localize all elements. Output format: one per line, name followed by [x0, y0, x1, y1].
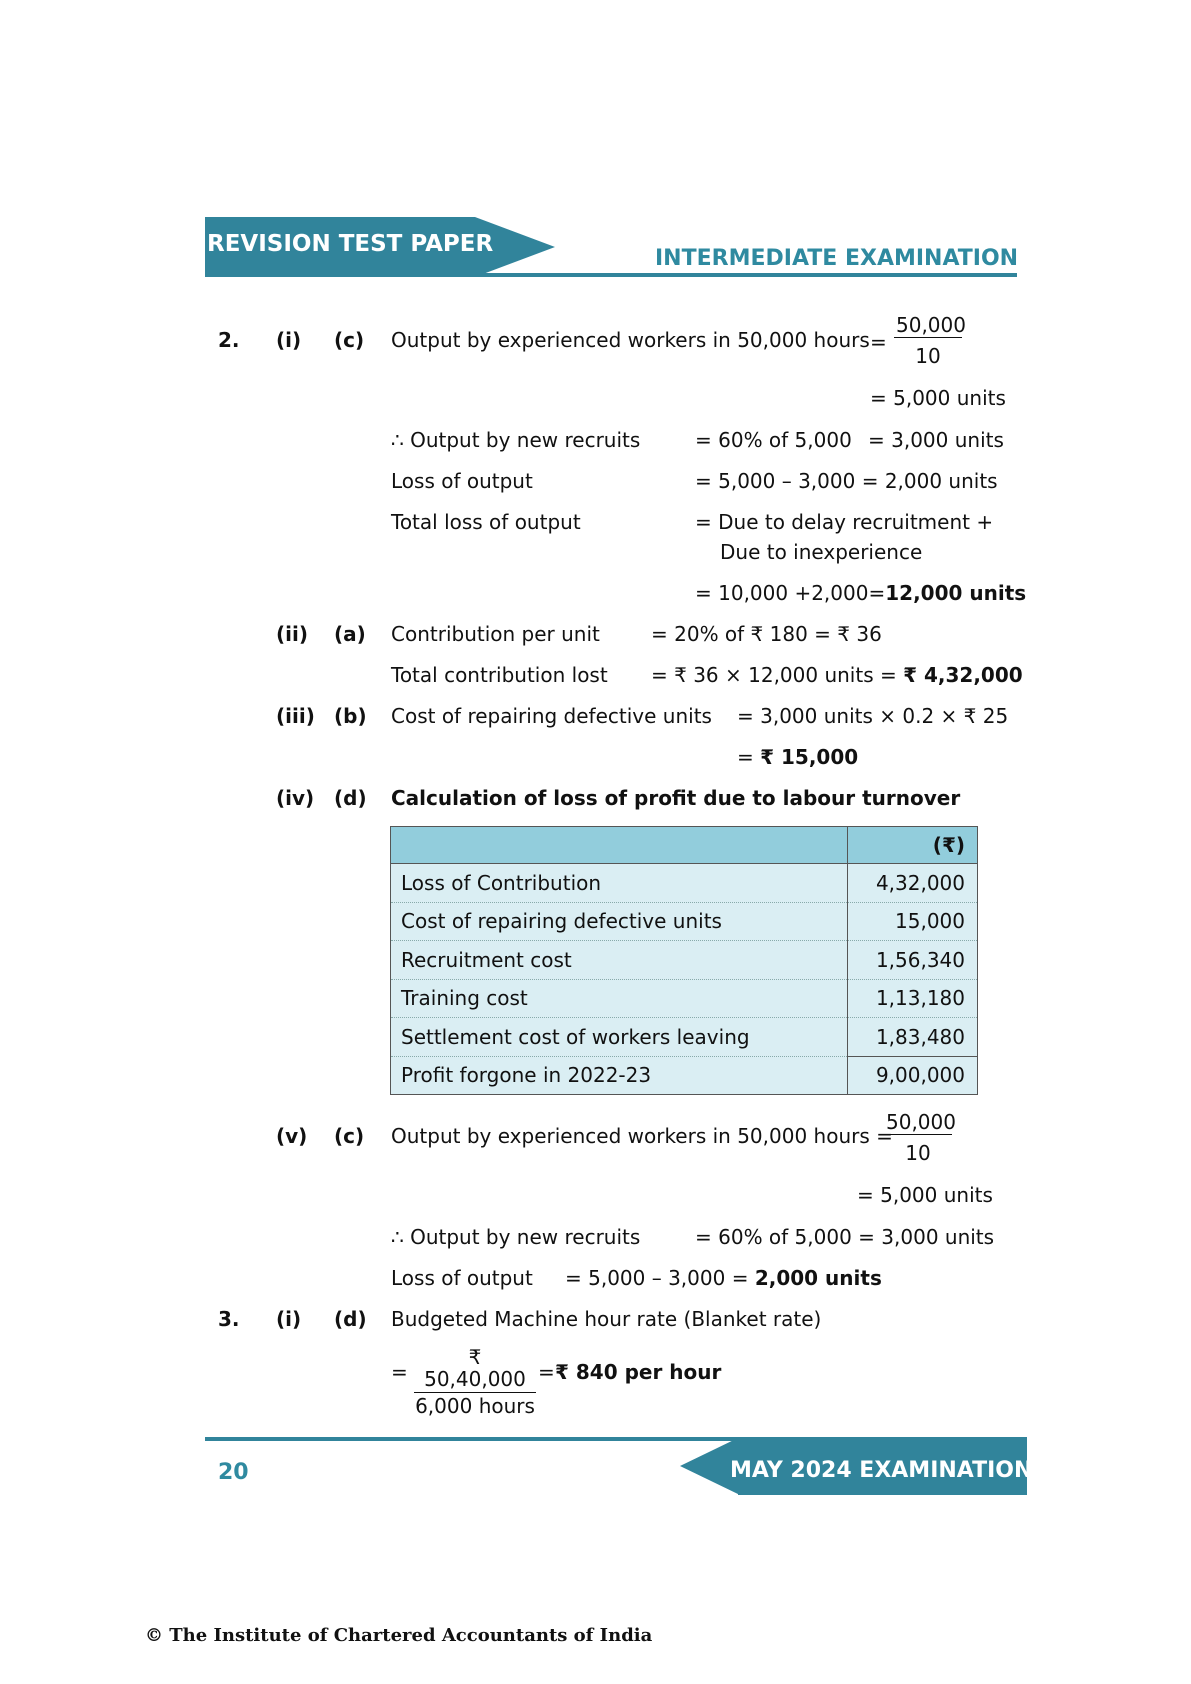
table-cell-value: 4,32,000	[848, 864, 978, 903]
q2v-new-recruits-calc: = 60% of 5,000 = 3,000 units	[695, 1225, 995, 1249]
table-cell-label: Settlement cost of workers leaving	[391, 1018, 848, 1057]
sub-question-roman: (v)	[276, 1124, 308, 1148]
fraction-denominator: 10	[905, 1141, 931, 1165]
q2ii-contrib-calc: = 20% of ₹ 180 = ₹ 36	[651, 622, 882, 646]
sub-question-roman: (i)	[276, 328, 302, 352]
q2v-result1: = 5,000 units	[857, 1183, 993, 1207]
q2v-fraction	[884, 1110, 956, 1165]
table-row	[391, 864, 978, 903]
q2v-new-recruits-label: ∴ Output by new recruits	[391, 1225, 641, 1249]
q3i-eq1: =	[391, 1360, 408, 1384]
q3i-fraction	[414, 1346, 536, 1417]
answer-option: (a)	[334, 622, 366, 646]
fraction-denominator: 6,000 hours	[415, 1394, 535, 1418]
q2i-total-loss-line2: Due to inexperience	[720, 540, 923, 564]
sub-question-roman: (iv)	[276, 786, 315, 810]
q2i-total-loss-calc-text: = 10,000 +2,000=	[695, 581, 886, 605]
fraction-numerator: 50,000	[886, 1110, 956, 1134]
answer-option: (c)	[334, 1124, 365, 1148]
table-row	[391, 941, 978, 980]
q2v-loss-result: 2,000 units	[754, 1266, 882, 1290]
q2iii-calc: = 3,000 units × 0.2 × ₹ 25	[737, 704, 1009, 728]
table-cell-value: 9,00,000	[848, 1056, 978, 1095]
question-number: 3.	[218, 1307, 240, 1331]
table-cell-value: 1,13,180	[848, 979, 978, 1018]
q2i-total-loss-result: 12,000 units	[885, 581, 1027, 605]
table-cell-label: Training cost	[391, 979, 848, 1018]
q2v-loss-calc	[565, 1266, 882, 1290]
q2i-total-loss-label: Total loss of output	[391, 510, 581, 534]
table-total-row	[391, 1056, 978, 1095]
q2i-line1-label: Output by experienced workers in 50,000 hours	[391, 328, 870, 352]
q2iii-result-eq: =	[737, 745, 761, 769]
footer-exam-name: MAY 2024 EXAMINATION	[730, 1458, 1033, 1483]
q2iv-heading: Calculation of loss of profit due to labour turnover	[391, 786, 961, 810]
table-cell-label: Recruitment cost	[391, 941, 848, 980]
answer-option: (c)	[334, 328, 365, 352]
q2i-fraction	[894, 313, 966, 368]
table-header-row	[391, 827, 978, 864]
table-header-particulars	[391, 827, 848, 864]
q3i-eq2: =	[538, 1360, 555, 1384]
q2ii-total-result: ₹ 4,32,000	[903, 663, 1023, 687]
q2iii-result-line	[737, 745, 858, 769]
table-cell-value: 1,56,340	[848, 941, 978, 980]
q2ii-total-calc-text: = ₹ 36 × 12,000 units =	[651, 663, 904, 687]
table-cell-value: 15,000	[848, 902, 978, 941]
q3i-label: Budgeted Machine hour rate (Blanket rate)	[391, 1307, 822, 1331]
q3i-result: ₹ 840 per hour	[555, 1360, 722, 1384]
question-number: 2.	[218, 328, 240, 352]
sub-question-roman: (i)	[276, 1307, 302, 1331]
q2ii-total-calc	[651, 663, 1023, 687]
q2i-total-loss-line1: = Due to delay recruitment +	[695, 510, 994, 534]
q2i-new-recruits-label: ∴ Output by new recruits	[391, 428, 641, 452]
header-exam-name: INTERMEDIATE EXAMINATION	[655, 246, 1019, 271]
q2i-loss-calc: = 5,000 – 3,000 = 2,000 units	[695, 469, 998, 493]
header-rule	[205, 273, 1017, 277]
header-title: REVISION TEST PAPER	[207, 231, 494, 257]
fraction-numerator: ₹ 50,40,000	[414, 1346, 536, 1393]
table-cell-label: Profit forgone in 2022-23	[391, 1056, 848, 1095]
q2i-equals: =	[870, 330, 887, 354]
fraction-numerator: 50,000	[896, 313, 966, 337]
loss-of-profit-table	[390, 826, 978, 1095]
table-cell-label: Cost of repairing defective units	[391, 902, 848, 941]
q2ii-contrib-label: Contribution per unit	[391, 622, 600, 646]
table-header-amount: (₹)	[848, 827, 978, 864]
answer-option: (d)	[334, 786, 367, 810]
q2v-loss-calc-text: = 5,000 – 3,000 =	[565, 1266, 755, 1290]
q2v-loss-label: Loss of output	[391, 1266, 533, 1290]
q2i-new-recruits-result: = 3,000 units	[868, 428, 1004, 452]
page-number: 20	[218, 1460, 249, 1485]
sub-question-roman: (iii)	[276, 704, 315, 728]
table-row	[391, 979, 978, 1018]
table-row	[391, 1018, 978, 1057]
q2i-total-loss-calc	[695, 581, 1026, 605]
answer-option: (b)	[334, 704, 367, 728]
q2i-new-recruits-calc: = 60% of 5,000	[695, 428, 852, 452]
table-cell-value: 1,83,480	[848, 1018, 978, 1057]
q2iii-result: ₹ 15,000	[760, 745, 859, 769]
table-cell-label: Loss of Contribution	[391, 864, 848, 903]
sub-question-roman: (ii)	[276, 622, 308, 646]
fraction-denominator: 10	[915, 344, 941, 368]
q2i-result1: = 5,000 units	[870, 386, 1006, 410]
copyright-notice: © The Institute of Chartered Accountants of India	[145, 1625, 653, 1646]
answer-option: (d)	[334, 1307, 367, 1331]
q2ii-total-label: Total contribution lost	[391, 663, 608, 687]
footer-rule	[205, 1437, 739, 1441]
q2i-loss-label: Loss of output	[391, 469, 533, 493]
q2v-line1-label: Output by experienced workers in 50,000 hours =	[391, 1124, 893, 1148]
table-row	[391, 902, 978, 941]
q2iii-label: Cost of repairing defective units	[391, 704, 712, 728]
